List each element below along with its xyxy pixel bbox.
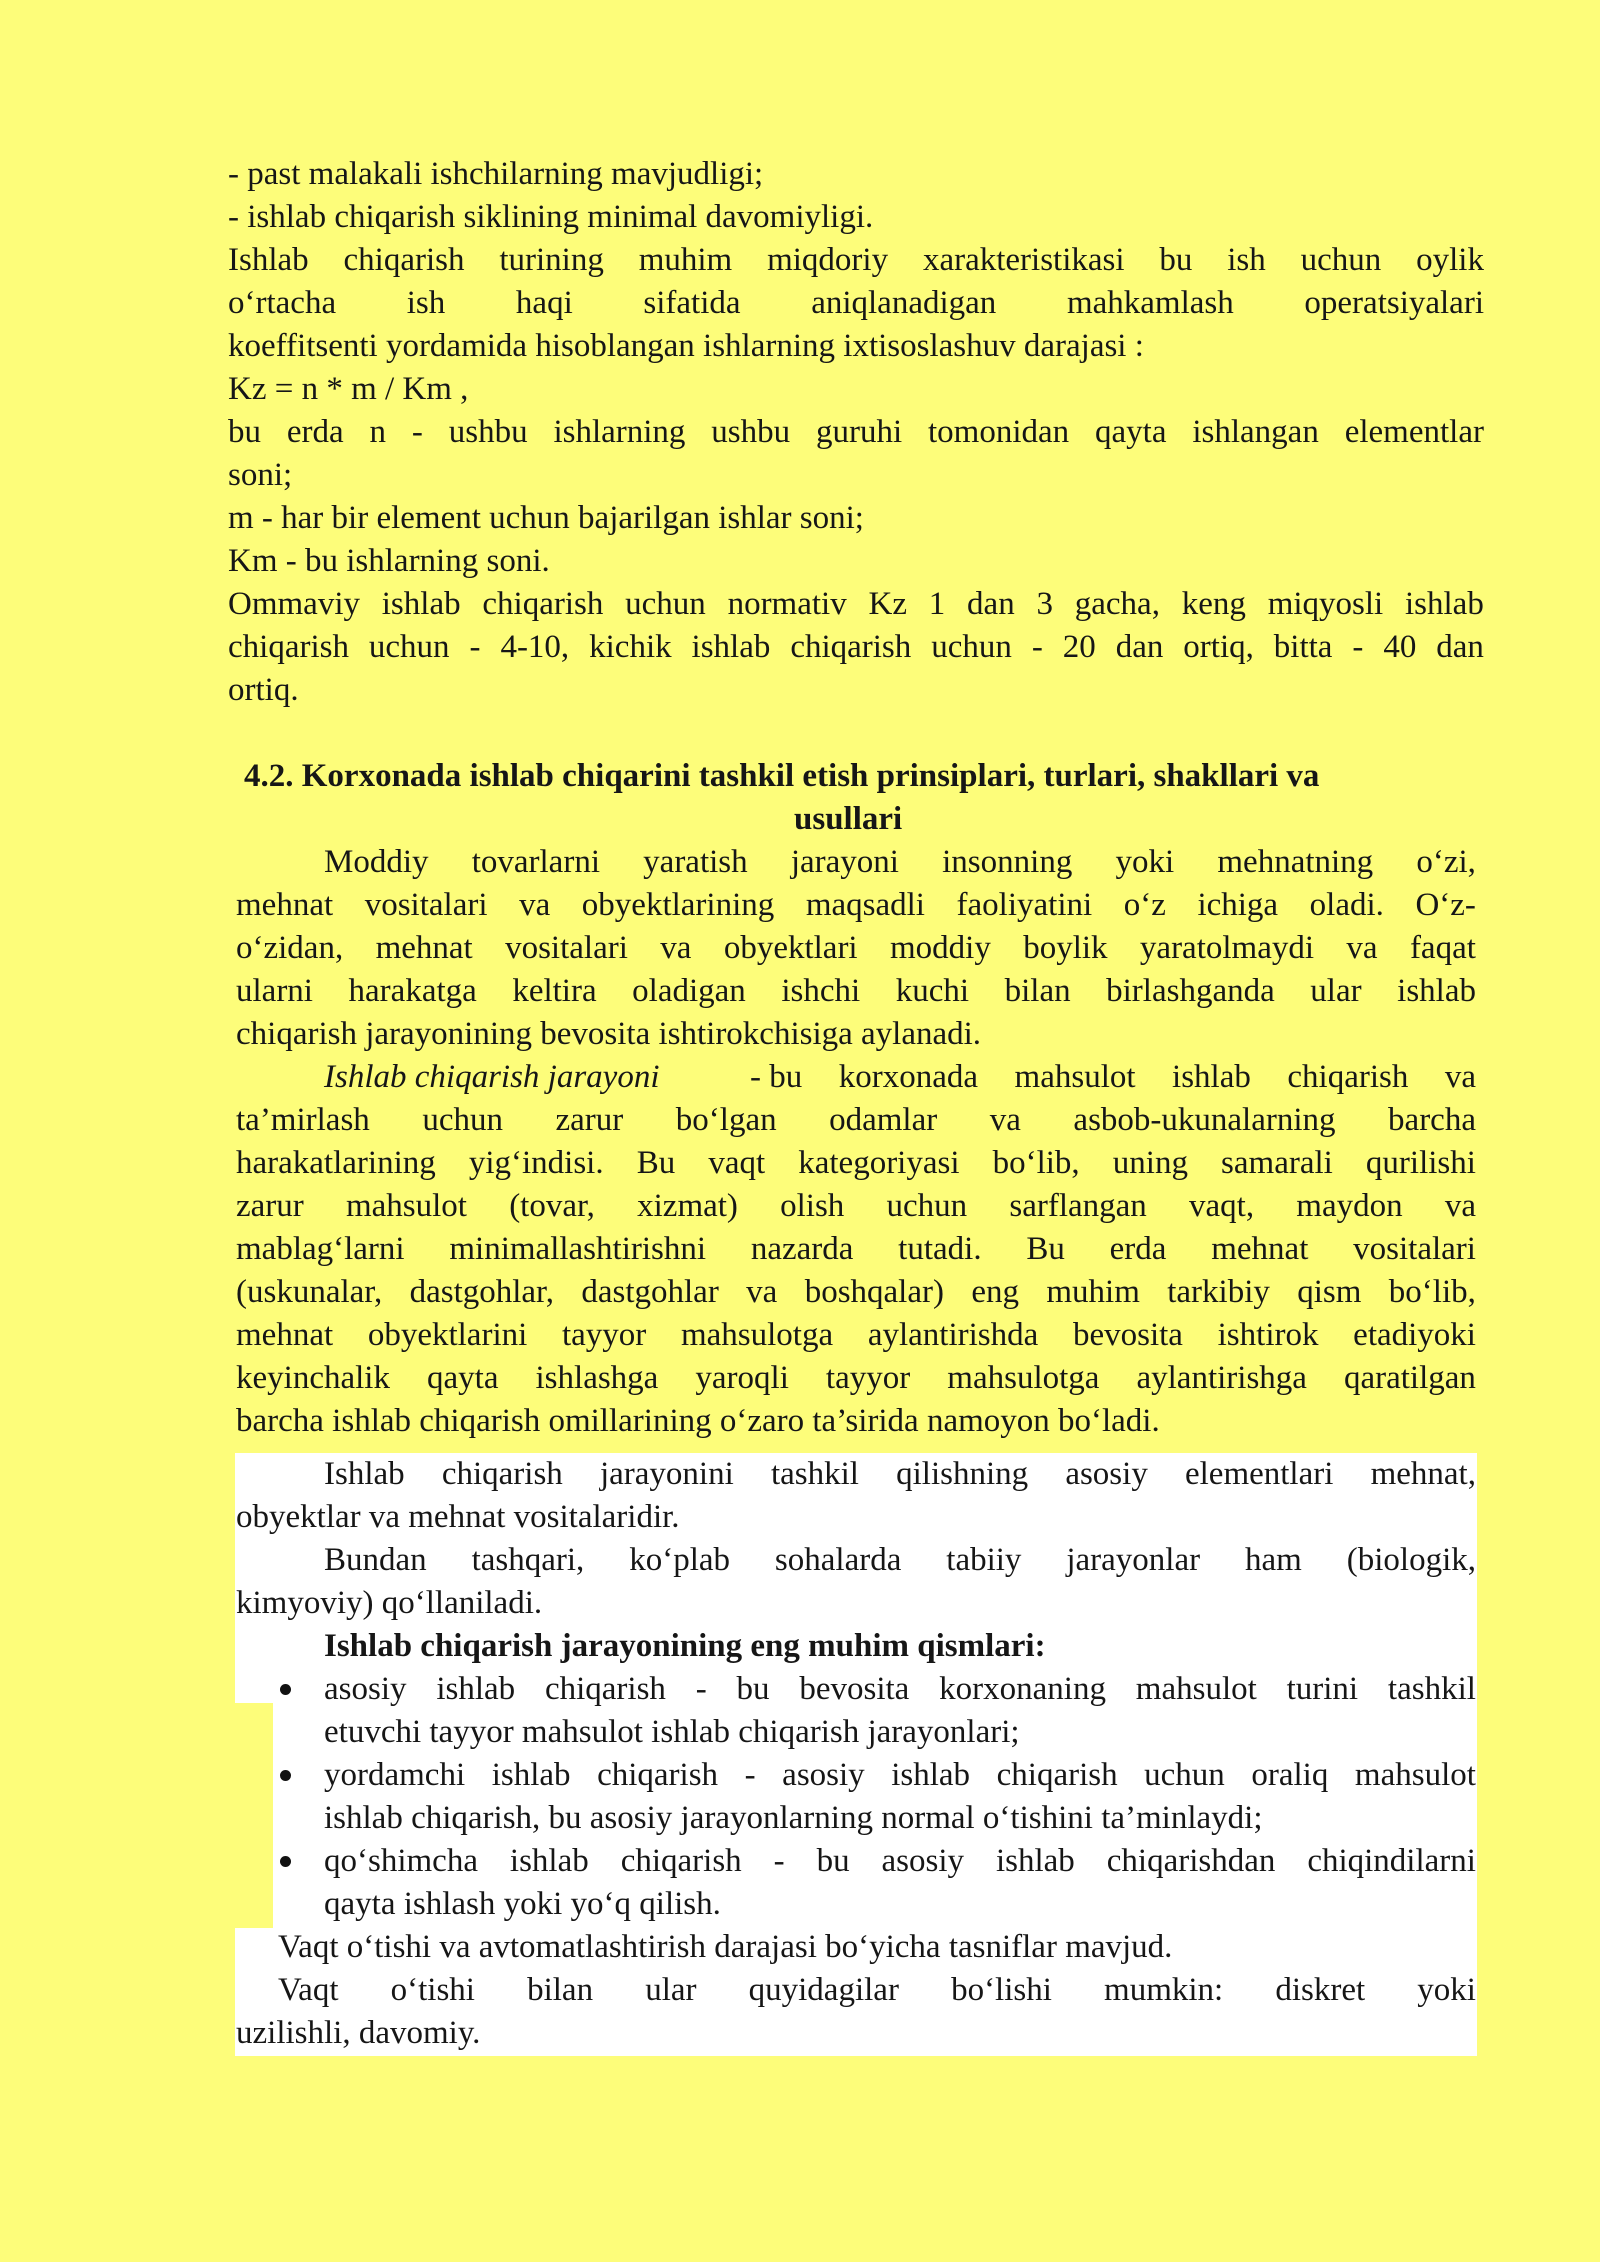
formula-line: Kz = n * m / Km , xyxy=(228,371,469,407)
word: erda xyxy=(286,414,344,450)
word: va xyxy=(989,1102,1021,1138)
word: va xyxy=(1444,1188,1476,1224)
word: ushbu xyxy=(448,414,528,450)
word: operatsiyalari xyxy=(1304,285,1484,321)
justified-line xyxy=(278,1969,1476,2012)
word: asbob-ukunalarning xyxy=(1073,1102,1336,1138)
word: barcha xyxy=(1388,1102,1476,1138)
word: bilan xyxy=(527,1972,594,2008)
word: ularni xyxy=(236,973,313,1009)
word: dastgohlar, xyxy=(409,1274,554,1310)
text-line: chiqarish jarayonining bevosita ishtirokchisiga aylanadi. xyxy=(236,1016,982,1052)
word: Bu xyxy=(1026,1231,1065,1267)
word: qism xyxy=(1297,1274,1362,1310)
word: boshqalar) xyxy=(804,1274,944,1310)
word: obyektlari xyxy=(723,930,858,966)
word: yoki xyxy=(1417,1972,1476,2008)
word: vositalari xyxy=(505,930,628,966)
list-margin-gap xyxy=(235,1703,273,1928)
word: ishlab xyxy=(491,1757,571,1793)
word: - xyxy=(411,414,423,450)
word: moddiy xyxy=(889,930,991,966)
word: chiqarish xyxy=(228,629,349,665)
word: va xyxy=(1346,930,1378,966)
word: tayyor xyxy=(825,1360,911,1396)
justified-line xyxy=(236,1271,1476,1314)
word: va xyxy=(746,1274,778,1310)
word: ishlab xyxy=(1172,1059,1251,1095)
word: korxonada xyxy=(838,1059,979,1095)
word: sifatida xyxy=(643,285,741,321)
word: ishlab xyxy=(891,1757,971,1793)
word: uchun xyxy=(886,1188,968,1224)
word: bo‘lgan xyxy=(675,1102,777,1138)
text-line: soni; xyxy=(228,457,293,493)
word: ishlab xyxy=(381,586,461,622)
word: uning xyxy=(1112,1145,1188,1181)
word: ishlab xyxy=(1405,586,1484,622)
italic-term: Ishlab chiqarish jarayoni xyxy=(324,1059,660,1095)
word: uchun xyxy=(1300,242,1382,278)
word: 4-10, xyxy=(500,629,570,665)
text-line: m - har bir element uchun bajarilgan ishlar soni; xyxy=(228,500,864,536)
word: 3 xyxy=(1036,586,1053,622)
word: aylantirishda xyxy=(867,1317,1039,1353)
word: jarayonlar xyxy=(1066,1542,1201,1578)
justified-line xyxy=(324,841,1476,884)
word: boylik xyxy=(1023,930,1108,966)
text-line: obyektlar va mehnat vositalaridir. xyxy=(236,1499,680,1535)
word: olish xyxy=(780,1188,845,1224)
word: mehnat xyxy=(236,887,334,923)
list-item-line xyxy=(324,1754,1476,1797)
word: o‘z xyxy=(1123,887,1166,923)
text-line: kimyoviy) qo‘llaniladi. xyxy=(236,1585,543,1621)
word: uchun xyxy=(368,629,450,665)
word: chiqarishdan xyxy=(1106,1843,1276,1879)
word: bo‘lib, xyxy=(992,1145,1080,1181)
word: jarayonini xyxy=(599,1456,734,1492)
word: normativ xyxy=(727,586,847,622)
word: ishlab xyxy=(1397,973,1476,1009)
word: erda xyxy=(1109,1231,1167,1267)
text-line: Km - bu ishlarning soni. xyxy=(228,543,550,579)
word: obyektlarini xyxy=(367,1317,528,1353)
word: yaroqli xyxy=(695,1360,789,1396)
word: qilishning xyxy=(896,1456,1029,1492)
word: maydon xyxy=(1296,1188,1403,1224)
word: O‘z- xyxy=(1415,887,1476,923)
word: ushbu xyxy=(711,414,791,450)
word: faoliyatini xyxy=(956,887,1093,923)
word: Ommaviy xyxy=(228,586,360,622)
word: asosiy xyxy=(1065,1456,1148,1492)
word: tovarlarni xyxy=(471,844,600,880)
word: va xyxy=(1444,1059,1476,1095)
word: o‘rtacha xyxy=(228,285,337,321)
word: mahsulot xyxy=(1135,1671,1257,1707)
word: ish xyxy=(1227,242,1266,278)
word: ular xyxy=(645,1972,697,2008)
word: tabiiy xyxy=(946,1542,1022,1578)
word: asosiy xyxy=(324,1671,407,1707)
text-line: ortiq. xyxy=(228,672,299,708)
word: muhim xyxy=(638,242,733,278)
word: 40 xyxy=(1383,629,1417,665)
word: zarur xyxy=(236,1188,304,1224)
word: yordamchi xyxy=(324,1757,466,1793)
word: aylantirishga xyxy=(1136,1360,1307,1396)
word: oladi. xyxy=(1309,887,1384,923)
word: Bu xyxy=(636,1145,676,1181)
list-item-line: ishlab chiqarish, bu asosiy jarayonlarning normal o‘tishini ta’minlaydi; xyxy=(324,1800,1263,1836)
word: turining xyxy=(499,242,604,278)
word: ortiq, xyxy=(1183,629,1254,665)
word: kuchi xyxy=(895,973,970,1009)
word: tayyor xyxy=(561,1317,647,1353)
word: maqsadli xyxy=(805,887,925,923)
word: ishlab xyxy=(436,1671,516,1707)
word: o‘zidan, xyxy=(236,930,344,966)
word: chiqarish xyxy=(790,629,912,665)
word: jarayoni xyxy=(790,844,899,880)
word: muhim xyxy=(1046,1274,1140,1310)
word: - xyxy=(1031,629,1043,665)
word: chiqarish xyxy=(441,1456,563,1492)
word: mehnatning xyxy=(1217,844,1374,880)
word: tarkibiy xyxy=(1167,1274,1270,1310)
justified-line xyxy=(236,1314,1476,1357)
word: mahsulotga xyxy=(680,1317,834,1353)
word: mahsulot xyxy=(345,1188,467,1224)
word: va xyxy=(519,887,551,923)
word: ko‘plab xyxy=(629,1542,731,1578)
text-line: koeffitsenti yordamida hisoblangan ishlarning ixtisoslashuv darajasi : xyxy=(228,328,1144,364)
word: bevosita xyxy=(1072,1317,1183,1353)
justified-line xyxy=(228,626,1484,669)
word: Vaqt xyxy=(278,1972,339,2008)
word: bo‘lib, xyxy=(1388,1274,1476,1310)
word: uchun xyxy=(931,629,1012,665)
word: mahkamlash xyxy=(1066,285,1234,321)
word: harakatga xyxy=(348,973,477,1009)
justified-line xyxy=(236,1228,1476,1271)
word: minimallashtirishni xyxy=(449,1231,707,1267)
word: bo‘lishi xyxy=(951,1972,1052,2008)
bullet-icon xyxy=(280,1770,291,1781)
word: n xyxy=(369,414,387,450)
word: o‘zi, xyxy=(1416,844,1476,880)
word: dan xyxy=(1436,629,1484,665)
word: Ishlab xyxy=(324,1456,405,1492)
word: aniqlanadigan xyxy=(811,285,997,321)
word: ishlab xyxy=(691,629,771,665)
word: dan xyxy=(1115,629,1164,665)
section-heading-continued: usullari xyxy=(794,801,903,837)
list-item-line xyxy=(324,1668,1476,1711)
text-line: uzilishli, davomiy. xyxy=(236,2015,481,2051)
justified-line xyxy=(236,1099,1476,1142)
word: xarakteristikasi xyxy=(922,242,1125,278)
word: (biologik, xyxy=(1346,1542,1476,1578)
word: qurilishi xyxy=(1365,1145,1476,1181)
word: elementlar xyxy=(1344,414,1484,450)
text-line: Vaqt o‘tishi va avtomatlashtirish darajasi bo‘yicha tasniflar mavjud. xyxy=(278,1929,1173,1965)
word: diskret xyxy=(1275,1972,1366,2008)
justified-line xyxy=(228,282,1484,325)
justified-line xyxy=(236,1142,1476,1185)
word: bu xyxy=(228,414,261,450)
word: quyidagilar xyxy=(748,1972,899,2008)
word: qayta xyxy=(1095,414,1167,450)
word: sohalarda xyxy=(774,1542,902,1578)
list-item-line xyxy=(324,1840,1476,1883)
word: chiqarish xyxy=(620,1843,742,1879)
word: tashkil xyxy=(770,1456,859,1492)
word: chiqarish xyxy=(343,242,465,278)
word: oraliq xyxy=(1251,1757,1329,1793)
word: harakatlarining xyxy=(236,1145,436,1181)
word: eng xyxy=(971,1274,1019,1310)
word: bevosita xyxy=(799,1671,910,1707)
word: vaqt xyxy=(708,1145,766,1181)
word: - xyxy=(773,1843,785,1879)
word: ishtirok xyxy=(1217,1317,1319,1353)
word: mehnat xyxy=(236,1317,334,1353)
justified-line xyxy=(236,1357,1476,1400)
word: zarur xyxy=(555,1102,624,1138)
word: vositalari xyxy=(364,887,488,923)
word: kichik xyxy=(589,629,672,665)
word: birlashganda xyxy=(1106,973,1275,1009)
word: mehnat xyxy=(1211,1231,1309,1267)
word: - xyxy=(1352,629,1364,665)
word: mahsulot xyxy=(1014,1059,1136,1095)
word: mahsulot xyxy=(1354,1757,1476,1793)
word: ishlangan xyxy=(1192,414,1319,450)
list-item-line: etuvchi tayyor mahsulot ishlab chiqarish jarayonlari; xyxy=(324,1714,1020,1750)
word: o‘tishi xyxy=(390,1972,475,2008)
word: ham xyxy=(1245,1542,1302,1578)
word: ishlashga xyxy=(535,1360,659,1396)
word: va xyxy=(660,930,692,966)
word: chiqarish xyxy=(1287,1059,1409,1095)
word: ish xyxy=(406,285,446,321)
word: bilan xyxy=(1004,973,1071,1009)
word: 1 xyxy=(928,586,946,622)
word: yoki xyxy=(1115,844,1175,880)
word: mablag‘larni xyxy=(236,1231,405,1267)
word: tomonidan xyxy=(928,414,1070,450)
word: bu xyxy=(1159,242,1193,278)
justified-line xyxy=(324,1453,1476,1496)
word: - xyxy=(744,1757,756,1793)
list-item-line: qayta ishlash yoki yo‘q qilish. xyxy=(324,1886,721,1922)
word: bu xyxy=(736,1671,770,1707)
word: (uskunalar, xyxy=(236,1274,383,1310)
list-title: Ishlab chiqarish jarayonining eng muhim qismlari: xyxy=(324,1628,1046,1664)
word: tashkil xyxy=(1387,1671,1476,1707)
word: faqat xyxy=(1409,930,1476,966)
word: keltira xyxy=(512,973,597,1009)
word: ta’mirlash xyxy=(236,1102,370,1138)
word: - xyxy=(469,629,481,665)
word: qo‘shimcha xyxy=(324,1843,478,1879)
word: chiqindilarni xyxy=(1307,1843,1476,1879)
justified-line xyxy=(750,1056,1476,1099)
word: uchun xyxy=(625,586,706,622)
word: sarflangan xyxy=(1009,1188,1147,1224)
word: turini xyxy=(1286,1671,1359,1707)
word: ishlarning xyxy=(553,414,686,450)
word: Ishlab xyxy=(228,242,309,278)
justified-line xyxy=(228,583,1484,626)
word: samarali xyxy=(1221,1145,1333,1181)
word: elementlari xyxy=(1184,1456,1334,1492)
justified-line xyxy=(236,884,1476,927)
word: - xyxy=(695,1671,707,1707)
justified-line xyxy=(324,1539,1476,1582)
word: ular xyxy=(1310,973,1362,1009)
word: ichiga xyxy=(1197,887,1279,923)
word: yig‘indisi. xyxy=(468,1145,604,1181)
word: tashqari, xyxy=(471,1542,585,1578)
word: mehnat xyxy=(375,930,473,966)
word: qayta xyxy=(427,1360,499,1396)
justified-line xyxy=(236,927,1476,970)
word: mahsulotga xyxy=(947,1360,1100,1396)
word: Bundan xyxy=(324,1542,427,1578)
word: uchun xyxy=(1144,1757,1225,1793)
word: gacha, xyxy=(1074,586,1160,622)
word: keyinchalik xyxy=(236,1360,390,1396)
word: chiqarish xyxy=(544,1671,666,1707)
word: Kz xyxy=(868,586,907,622)
word: oladigan xyxy=(632,973,746,1009)
word: yaratish xyxy=(643,844,748,880)
word: 20 xyxy=(1062,629,1096,665)
word: dastgohlar xyxy=(581,1274,719,1310)
word: bu xyxy=(816,1843,850,1879)
word: tutadi. xyxy=(898,1231,982,1267)
word: nazarda xyxy=(750,1231,854,1267)
word: xizmat) xyxy=(637,1188,738,1224)
word: bitta xyxy=(1273,629,1333,665)
word: korxonaning xyxy=(939,1671,1106,1707)
word: miqyosli xyxy=(1267,586,1384,622)
word: mumkin: xyxy=(1104,1972,1224,2008)
word: insonning xyxy=(942,844,1073,880)
word: - bu xyxy=(750,1059,803,1095)
word: ishlab xyxy=(509,1843,589,1879)
justified-line xyxy=(236,970,1476,1013)
justified-line xyxy=(228,411,1484,454)
word: yaratolmaydi xyxy=(1139,930,1315,966)
bullet-icon xyxy=(280,1684,291,1695)
text-line: - ishlab chiqarish siklining minimal davomiyligi. xyxy=(228,199,874,235)
word: chiqarish xyxy=(482,586,604,622)
justified-line xyxy=(228,239,1484,282)
text-line: - past malakali ishchilarning mavjudligi; xyxy=(228,156,764,192)
section-heading: 4.2. Korxonada ishlab chiqarini tashkil etish prinsiplari, turlari, shakllari va xyxy=(244,758,1320,794)
word: haqi xyxy=(515,285,573,321)
word: qaratilgan xyxy=(1343,1360,1476,1396)
word: odamlar xyxy=(829,1102,938,1138)
word: asosiy xyxy=(782,1757,865,1793)
word: (tovar, xyxy=(509,1188,595,1224)
word: obyektlarining xyxy=(581,887,775,923)
word: miqdoriy xyxy=(767,242,889,278)
word: ishlab xyxy=(995,1843,1075,1879)
word: asosiy xyxy=(881,1843,965,1879)
word: vaqt, xyxy=(1189,1188,1255,1224)
word: keng xyxy=(1181,586,1246,622)
text-line: barcha ishlab chiqarish omillarining o‘zaro ta’sirida namoyon bo‘ladi. xyxy=(236,1403,1160,1439)
word: vositalari xyxy=(1353,1231,1476,1267)
word: mehnat, xyxy=(1370,1456,1476,1492)
word: uchun xyxy=(422,1102,503,1138)
word: ishchi xyxy=(781,973,861,1009)
word: chiqarish xyxy=(597,1757,719,1793)
word: etadiyoki xyxy=(1353,1317,1476,1353)
word: kategoriyasi xyxy=(798,1145,960,1181)
word: dan xyxy=(967,586,1015,622)
word: guruhi xyxy=(815,414,903,450)
word: Moddiy xyxy=(324,844,429,880)
bullet-icon xyxy=(280,1856,291,1867)
word: chiqarish xyxy=(996,1757,1118,1793)
word: oylik xyxy=(1416,242,1484,278)
justified-line xyxy=(236,1185,1476,1228)
